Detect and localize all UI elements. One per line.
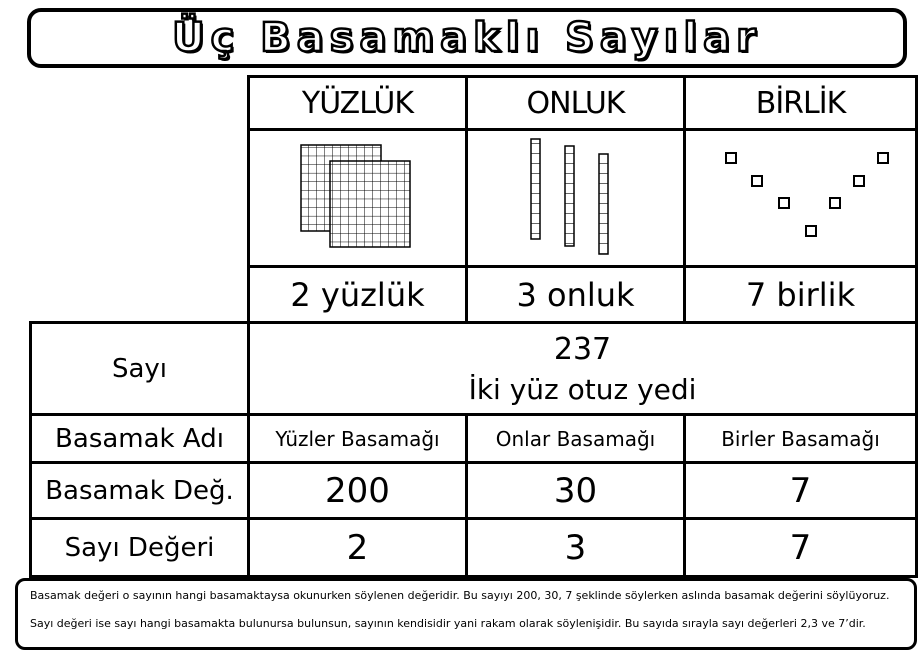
place-name-hundreds: Yüzler Basamağı <box>249 415 467 463</box>
ones-count: 7 birlik <box>685 267 917 323</box>
digit-value-hundreds: 2 <box>249 519 467 577</box>
hundreds-count: 2 yüzlük <box>249 267 467 323</box>
digit-value-label: Sayı Değeri <box>31 519 249 577</box>
hundreds-blocks-cell <box>249 130 467 267</box>
place-value-label: Basamak Değ. <box>31 463 249 519</box>
place-name-tens: Onlar Basamağı <box>467 415 685 463</box>
number-label: Sayı <box>31 323 249 415</box>
title-banner <box>27 8 907 68</box>
tens-rods-icon <box>511 134 641 259</box>
place-name-label: Basamak Adı <box>31 415 249 463</box>
place-name-ones: Birler Basamağı <box>685 415 917 463</box>
number-value: 237 <box>553 331 612 367</box>
note-digit-value: Sayı değeri ise sayı hangi basamakta bulunursa bulunsun, sayının kendisidir yani rakam olarak söylenişidir. Bu sayıda sırayla sayı değerleri 2,3 ve 7’dir. <box>30 617 866 630</box>
ones-cubes-cell <box>685 130 917 267</box>
number-words: İki yüz otuz yedi <box>468 372 697 406</box>
note-place-value: Basamak değeri o sayının hangi basamaktaysa okunurken söylenen değeridir. Bu sayıyı 200, 30, 7 şeklinde söylerken aslında basamak değerini söylüyoruz. <box>30 589 890 602</box>
header-tens: ONLUK <box>467 77 685 130</box>
place-value-table <box>29 75 918 578</box>
page-title: Üç Basamaklı Sayılar <box>172 15 762 61</box>
digit-value-ones: 7 <box>685 519 917 577</box>
number-cell <box>249 323 917 415</box>
header-hundreds: YÜZLÜK <box>249 77 467 130</box>
digit-value-tens: 3 <box>467 519 685 577</box>
header-ones: BİRLİK <box>685 77 917 130</box>
hundreds-blocks-icon <box>293 139 423 254</box>
unit-cubes-icon <box>701 141 901 251</box>
tens-rods-cell <box>467 130 685 267</box>
place-value-tens: 30 <box>467 463 685 519</box>
tens-count: 3 onluk <box>467 267 685 323</box>
place-value-hundreds: 200 <box>249 463 467 519</box>
place-value-ones: 7 <box>685 463 917 519</box>
explanation-note <box>15 578 917 650</box>
